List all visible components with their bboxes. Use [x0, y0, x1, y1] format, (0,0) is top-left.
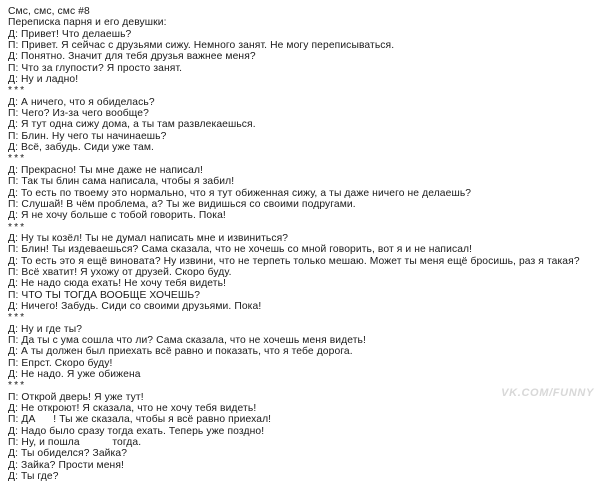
story-line: П: Всё хватит! Я ухожу от друзей. Скоро буду.: [8, 266, 232, 278]
section-separator: ***: [8, 312, 27, 324]
story-line: Д: Надо было сразу тогда ехать. Теперь уже поздно!: [8, 425, 265, 437]
story-line: П: Да ты с ума сошла что ли? Сама сказала, что не хочешь меня видеть!: [8, 334, 366, 346]
story-line: Д: То есть по твоему это нормально, что я тут обиженная сижу, а ты даже ничего не делаешь?: [8, 187, 472, 199]
story-line: Д: Не надо сюда ехать! Не хочу тебя видеть!: [8, 278, 227, 290]
story-line: П: Слушай! В чём проблема, а? Ты же видишься со своими подругами.: [8, 198, 356, 210]
story-line: Д: А ничего, что я обиделась?: [8, 96, 155, 108]
story-line: П: ДА ! Ты же сказала, чтобы я всё равно приехал!: [8, 414, 272, 426]
watermark: VK.COM/FUNNY: [501, 387, 594, 399]
section-separator: ***: [8, 221, 27, 233]
story-line: П: Ну, и пошла тогда.: [8, 437, 142, 449]
story-line: Переписка парня и его девушки:: [8, 17, 167, 29]
story-line: П: Привет. Я сейчас с друзьями сижу. Немного занят. Не могу переписываться.: [8, 40, 395, 52]
story-line: Д: Ну ты козёл! Ты не думал написать мне и извиниться?: [8, 232, 289, 244]
story-line: Смс, смс, смс #8: [8, 6, 90, 17]
story-line: Д: Ну и где ты?: [8, 323, 83, 335]
story-line: Д: Привет! Что делаешь?: [8, 28, 132, 40]
story-line: Д: Прекрасно! Ты мне даже не написал!: [8, 164, 204, 176]
story-line: Д: Ты обиделся? Зайка?: [8, 448, 128, 460]
story-line: П: Открой дверь! Я уже тут!: [8, 391, 144, 403]
story-line: П: Блин. Ну чего ты начинаешь?: [8, 130, 167, 142]
section-separator: ***: [8, 85, 27, 97]
story-line: Д: Ты где?: [8, 471, 59, 482]
story-line: П: ЧТО ТЫ ТОГДА ВООБЩЕ ХОЧЕШЬ?: [8, 289, 201, 301]
story-line: Д: Я тут одна сижу дома, а ты там развлекаешься.: [8, 119, 256, 131]
story-line: П: Что за глупости? Я просто занят.: [8, 62, 183, 74]
story-line: П: Так ты блин сама написала, чтобы я забил!: [8, 176, 235, 188]
story-line: Д: Ну и ладно!: [8, 74, 79, 86]
story-line: Д: Я не хочу больше с тобой говорить. Пока!: [8, 210, 226, 222]
story-line: Д: То есть это я ещё виновата? Ну извини, что не терпеть только мешаю. Может ты меня ещё бросишь, раз я такая?: [8, 255, 580, 267]
story-line: П: Блин! Ты издеваешься? Сама сказала, что не хочешь со мной говорить, вот я и не написал!: [8, 244, 473, 256]
story-line: Д: Ничего! Забудь. Сиди со своими друзьями. Пока!: [8, 300, 262, 312]
story-line: Д: Не надо. Я уже обижена: [8, 369, 141, 380]
story-line: П: Чего? Из-за чего вообще?: [8, 108, 149, 120]
story-line: П: Епрст. Скоро буду!: [8, 357, 113, 369]
story-line: Д: Всё, забудь. Сиди уже там.: [8, 142, 154, 154]
story-line: Д: Не откроют! Я сказала, что не хочу тебя видеть!: [8, 403, 257, 415]
section-separator: ***: [8, 153, 27, 165]
section-separator: ***: [8, 380, 27, 392]
story-line: Д: Понятно. Значит для тебя друзья важнее меня?: [8, 51, 256, 63]
story-line: Д: Зайка? Прости меня!: [8, 459, 124, 471]
story-line: Д: А ты должен был приехать всё равно и показать, что я тебе дорога.: [8, 346, 353, 358]
